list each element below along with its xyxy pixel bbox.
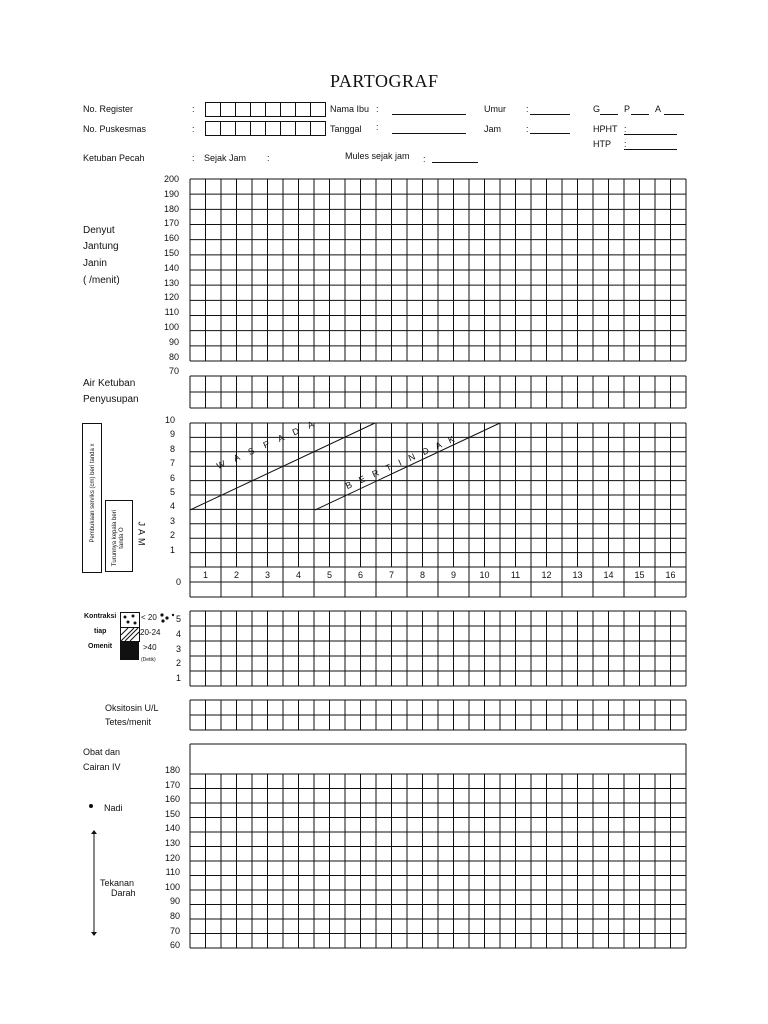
jam-vertical-label: JAM [136,521,147,549]
turunnya-kepala-label: Turunnya kepala beri tanda O [112,509,125,567]
umur-label: Umur [484,104,506,114]
djj-scale-label: 70 [168,366,179,377]
jam-label: Jam [484,124,502,134]
hour-label: 6 [357,570,363,580]
kontraksi-scale-label: 4 [175,628,181,639]
vital-scale-label: 90 [169,896,180,907]
nama-ibu-label: Nama Ibu [330,104,370,114]
colon: : [192,104,195,114]
djj-label-3: Janin [83,258,107,269]
vital-scale-label: 170 [164,779,180,790]
kontraksi-label: Kontraksi [84,613,117,620]
djj-label-2: Jantung [83,241,119,252]
serviks-scale-label: 6 [169,472,175,483]
djj-scale-label: 80 [168,351,179,362]
vital-scale-label: 150 [164,808,180,819]
obat-box [190,744,686,774]
page-title: PARTOGRAF [330,71,439,91]
colon: : [376,122,379,132]
vital-scale-label: 160 [164,794,180,805]
penyusupan-label: Penyusupan [83,394,139,405]
djj-scale-label: 190 [163,188,179,199]
hpht-label: HPHT [593,124,618,134]
oksitosin-label: Oksitosin U/L [105,703,159,713]
djj-grid [190,179,686,361]
colon: : [192,153,195,163]
colon: : [192,124,195,134]
nadi-label: Nadi [104,803,123,813]
obat-label: Obat dan [83,747,121,757]
hour-label: 10 [479,570,490,580]
cairan-iv-label: Cairan IV [83,762,121,772]
hour-label: 3 [264,570,270,580]
djj-label-4: ( /menit) [83,275,120,286]
no-puskesmas-label: No. Puskesmas [83,124,147,134]
vital-scale-label: 120 [164,852,180,863]
djj-scale-label: 170 [163,218,179,229]
serviks-scale-label: 9 [169,429,175,440]
hour-label: 4 [295,570,301,580]
a-label: A [655,104,662,114]
djj-scale-label: 140 [163,262,179,273]
kontraksi-scale-label: 5 [175,614,181,624]
vital-scale-label: 70 [169,925,180,936]
serviks-scale-label: 0 [175,577,181,587]
vital-scale-label: 100 [164,881,180,892]
colon: : [423,154,426,164]
serviks-scale-label: 3 [169,515,175,526]
serviks-scale-label: 4 [169,501,175,512]
hour-label: 8 [419,570,425,580]
omenit-label: Omenit [88,643,113,650]
colon: : [267,153,270,163]
djj-scale-label: 180 [163,203,179,214]
tetes-menit-label: Tetes/menit [105,717,152,727]
vital-grid [190,774,686,948]
hour-label: 16 [665,570,676,580]
pembukaan-serviks-label: Pembukaan serviks (cm) beri tanda x [90,443,96,543]
sejak-jam-label: Sejak Jam [204,153,247,163]
hour-label: 9 [450,570,456,580]
colon: : [376,104,379,114]
mules-sejak-jam-label: Mules sejak jam [345,151,410,161]
hour-label: 13 [572,570,583,580]
serviks-scale-label: 10 [164,415,175,425]
hour-label: 15 [634,570,645,580]
lt20-label: < 20 [141,613,157,622]
hour-label: 12 [541,570,552,580]
tanggal-label: Tanggal [330,124,362,134]
p-label: P [624,104,631,114]
waspada-label: W A S P A D A [215,417,319,472]
vital-scale-label: 60 [169,940,180,951]
tekanan-label: Tekanan [100,878,135,888]
kontraksi-grid [190,611,686,686]
hour-label: 7 [388,570,394,580]
vital-scale-label: 130 [164,838,180,848]
air-ketuban-label: Air Ketuban [83,378,136,389]
djj-scale-label: 100 [163,322,179,332]
djj-scale-label: 200 [163,174,179,184]
oksitosin-grid [190,700,686,730]
colon: : [624,139,627,149]
colon: : [526,124,529,134]
serviks-scale-label: 5 [169,487,175,497]
kontraksi-scale-label: 2 [175,658,181,669]
bertindak-label: B E R T I N D A K [344,432,459,492]
vital-scale-label: 80 [169,911,180,921]
serviks-scale-label: 8 [169,443,175,454]
no-register-label: No. Register [83,104,134,114]
vital-scale-label: 140 [164,823,180,834]
serviks-scale-label: 1 [169,544,175,555]
hour-label: 2 [233,570,239,580]
serviks-scale-label: 2 [169,530,175,541]
kontraksi-scale-label: 1 [175,673,181,684]
kontraksi-scale-label: 3 [175,643,181,654]
hour-label: 11 [510,570,521,580]
20-24-label: 20-24 [140,628,161,637]
hour-label: 1 [202,570,208,580]
hour-label: 14 [603,570,614,580]
djj-scale-label: 90 [168,336,179,347]
htp-label: HTP [593,139,611,149]
gt40-label: >40 [143,643,157,652]
djj-label-1: Denyut [83,225,115,236]
darah-label: Darah [111,888,136,898]
djj-scale-label: 120 [163,292,179,303]
vital-scale-label: 110 [165,867,180,878]
colon: : [526,104,529,114]
djj-scale-label: 130 [163,277,179,288]
colon: : [624,124,627,134]
djj-scale-label: 150 [163,248,179,258]
tiap-label: tiap [94,628,107,635]
g-label: G [593,104,601,114]
djj-scale-label: 160 [163,233,179,244]
ketuban-grid [190,376,686,408]
hour-label: 5 [326,570,332,580]
djj-scale-label: 110 [164,307,179,318]
ketuban-pecah-label: Ketuban Pecah [83,153,145,163]
serviks-scale-label: 7 [169,458,175,469]
vital-scale-label: 180 [164,765,180,775]
detik-label: (Detik) [141,657,156,663]
